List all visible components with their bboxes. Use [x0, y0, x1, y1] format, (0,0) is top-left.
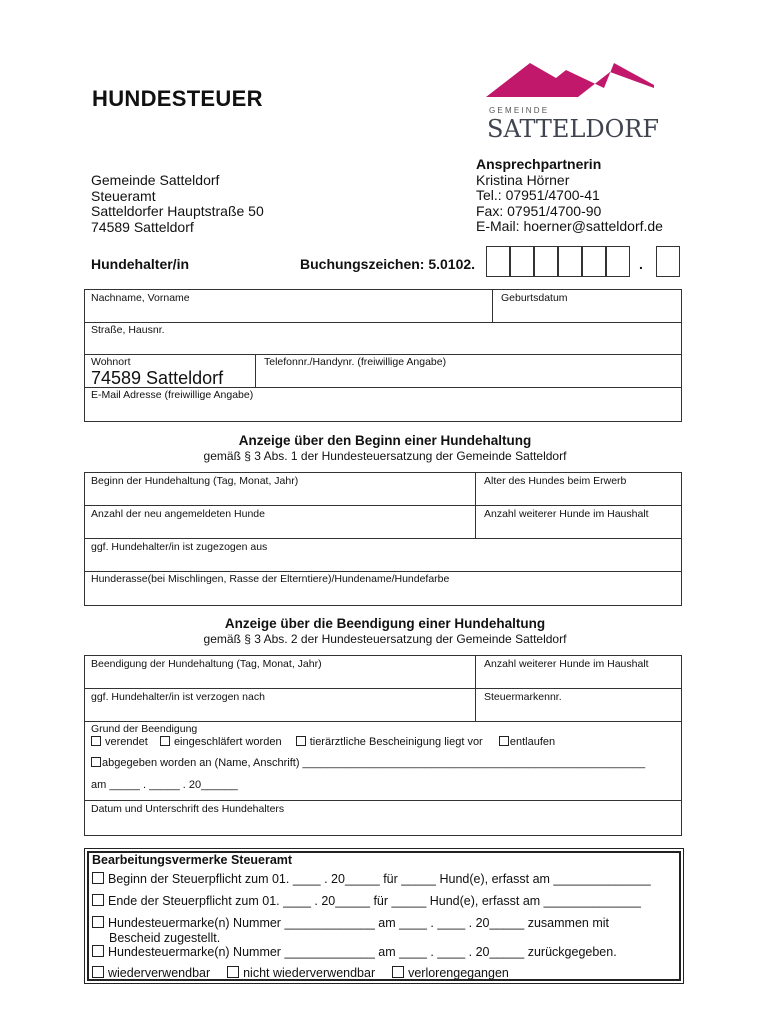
tag-delivered-note: Hundesteuermarke(n) Nummer _____________ am ____ . ____ . 20_____ zusammen mit — [108, 916, 609, 930]
booking-dot: . — [639, 256, 643, 272]
booking-label: Buchungszeichen: 5.0102. — [300, 256, 476, 272]
contact-name: Kristina Hörner — [476, 171, 570, 188]
phone-field[interactable]: Telefonnr./Handynr. (freiwillige Angabe) — [264, 356, 447, 368]
end-section-subtitle: gemäß § 3 Abs. 2 der Hundesteuersatzung der Gemeinde Satteldorf — [203, 632, 567, 646]
booking-digit-box[interactable] — [486, 246, 510, 277]
other-dogs-count-field[interactable]: Anzahl weiterer Hunde im Haushalt — [484, 508, 649, 520]
moved-to-field[interactable]: ggf. Hundehalter/in ist verzogen nach — [91, 691, 265, 703]
option-not-reusable: nicht wiederverwendbar — [243, 966, 376, 980]
end-section-title: Anzeige über die Beendigung einer Hundehaltung — [224, 616, 546, 631]
given-to-row — [91, 757, 645, 769]
contact-block — [476, 157, 663, 235]
begin-date-field[interactable]: Beginn der Hundehaltung (Tag, Monat, Jahr) — [91, 475, 299, 487]
logo-name: SATTELDORF — [487, 115, 660, 143]
given-to-field[interactable]: abgegeben worden an (Name, Anschrift) ________________________________________________________ — [102, 757, 646, 769]
reason-label: Grund der Beendigung — [91, 723, 198, 735]
signature-field[interactable]: Datum und Unterschrift des Hundehalters — [91, 803, 285, 815]
contact-fax: Fax: 07951/4700-90 — [476, 202, 602, 219]
tax-end-note: Ende der Steuerpflicht zum 01. ____ . 20_____ für _____ Hund(e), erfasst am ______________ — [108, 894, 642, 908]
holder-label: Hundehalter/in — [91, 256, 190, 272]
logo-subtitle: GEMEINDE — [489, 106, 550, 115]
checkbox[interactable] — [92, 916, 104, 928]
booking-digit-box[interactable] — [558, 246, 582, 277]
moved-from-field[interactable]: ggf. Hundehalter/in ist zugezogen aus — [91, 541, 268, 553]
checkbox[interactable] — [92, 894, 104, 906]
address-line: 74589 Satteldorf — [91, 218, 194, 235]
contact-tel: Tel.: 07951/4700-41 — [476, 187, 600, 203]
booking-digit-box[interactable] — [534, 246, 558, 277]
booking-digit-box[interactable] — [510, 246, 534, 277]
start-fields-table — [84, 472, 682, 606]
address-line: Steueramt — [91, 187, 156, 204]
name-field[interactable]: Nachname, Vorname — [91, 292, 190, 304]
email-field[interactable]: E-Mail Adresse (freiwillige Angabe) — [91, 389, 254, 401]
tax-tag-number-field[interactable]: Steuermarkennr. — [484, 691, 562, 703]
start-section-subtitle: gemäß § 3 Abs. 1 der Hundesteuersatzung der Gemeinde Satteldorf — [203, 449, 567, 463]
office-address — [91, 173, 264, 235]
tax-start-note: Beginn der Steuerpflicht zum 01. ____ . 20_____ für _____ Hund(e), erfasst am ______________ — [108, 872, 651, 886]
booking-digit-box[interactable] — [606, 246, 630, 277]
option-ran-away: entlaufen — [509, 736, 556, 748]
checkbox[interactable] — [92, 872, 104, 884]
tag-delivered-note-cont: Bescheid zugestellt. — [109, 931, 221, 945]
checkbox[interactable] — [92, 945, 104, 957]
city-field-value[interactable]: 74589 Satteldorf — [91, 368, 224, 388]
checkbox[interactable] — [392, 966, 404, 978]
checkbox[interactable] — [160, 736, 170, 746]
satteldorf-logo-icon — [486, 60, 656, 100]
end-date-field[interactable]: Beendigung der Hundehaltung (Tag, Monat, Jahr) — [91, 658, 322, 670]
contact-heading: Ansprechpartnerin — [476, 156, 602, 172]
dog-age-field[interactable]: Alter des Hundes beim Erwerb — [484, 475, 627, 487]
checkbox[interactable] — [227, 966, 239, 978]
address-line: Gemeinde Satteldorf — [91, 172, 220, 188]
other-dogs-count-field[interactable]: Anzahl weiterer Hunde im Haushalt — [484, 658, 649, 670]
street-field[interactable]: Straße, Hausnr. — [91, 324, 165, 336]
page-title: HUNDESTEUER — [92, 86, 263, 111]
option-reusable: wiederverwendbar — [108, 966, 211, 980]
start-section-title: Anzeige über den Beginn einer Hundehaltung — [238, 433, 532, 448]
checkbox[interactable] — [92, 966, 104, 978]
tag-returned-note: Hundesteuermarke(n) Nummer _____________ am ____ . ____ . 20_____ zurückgegeben. — [108, 945, 617, 959]
option-lost: verlorengegangen — [408, 966, 509, 980]
address-line: Satteldorfer Hauptstraße 50 — [91, 203, 264, 219]
option-died: verendet — [105, 736, 148, 748]
option-euthanized: eingeschläfert worden — [173, 736, 282, 748]
checkbox[interactable] — [91, 757, 101, 767]
checkbox[interactable] — [91, 736, 101, 746]
booking-digit-box[interactable] — [656, 246, 680, 277]
contact-email: E-Mail: hoerner@satteldorf.de — [476, 218, 663, 234]
breed-field[interactable]: Hunderasse(bei Mischlingen, Rasse der Elterntiere)/Hundename/Hundefarbe — [91, 573, 450, 585]
option-vet-certificate: tierärztliche Bescheinigung liegt vor — [309, 736, 483, 748]
given-date-field[interactable]: am _____ . _____ . 20______ — [91, 779, 238, 791]
checkbox[interactable] — [296, 736, 306, 746]
reason-options — [91, 736, 555, 748]
office-notes-title: Bearbeitungsvermerke Steueramt — [92, 853, 293, 867]
new-dogs-count-field[interactable]: Anzahl der neu angemeldeten Hunde — [91, 508, 265, 520]
booking-digit-box[interactable] — [582, 246, 606, 277]
birthdate-field[interactable]: Geburtsdatum — [501, 292, 568, 304]
checkbox[interactable] — [499, 736, 509, 746]
city-field-label: Wohnort — [91, 356, 131, 368]
